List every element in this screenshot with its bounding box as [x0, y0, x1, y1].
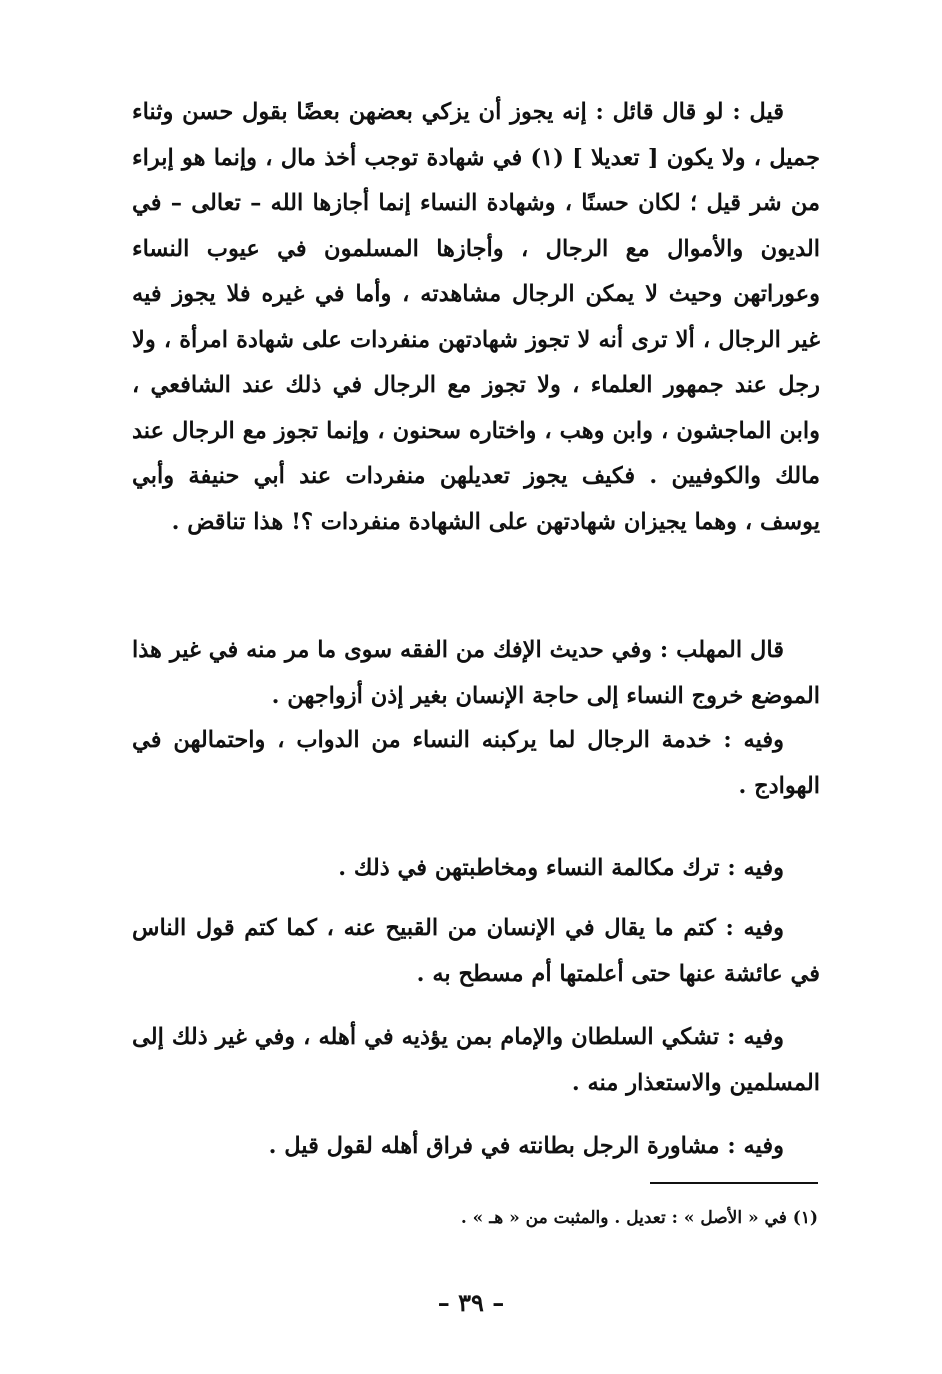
paragraph-7	[132, 1124, 820, 1170]
footnote: (١) في « الأصل » : تعديل . والمثبت من « هـ » .	[460, 1208, 818, 1228]
paragraph-1-text: قيل : لو قال قائل : إنه يجوز أن يزكي بعضهن بعضًا بقول حسن وثناء جميل ، ولا يكون [ تعديلا ] (١) في شهادة توجب أخذ مال ، وإنما هو إبراء من شر قيل ؛ لكان حسنًا ، وشهادة النساء إنما أجازها الله – تعالى – في الديون والأموال مع الرجال ، وأجازها المسلمون في عيوب النساء وعوراتهن وحيث لا يمكن الرجال مشاهدته ، وأما في غيره فلا يجوز فيه غير الرجال ، ألا ترى أنه لا تجوز شهادتهن منفردات على شهادة امرأة ، ولا رجل عند جمهور العلماء ، ولا تجوز مع الرجال في ذلك عند الشافعي ، وابن الماجشون ، وابن وهب ، واختاره سحنون ، وإنما تجوز مع الرجال عند مالك والكوفيين . فكيف يجوز تعديلهن منفردات عند أبي حنيفة وأبي يوسف ، وهما يجيزان شهادتهن على الشهادة منفردات ؟! هذا تناقض .	[132, 99, 820, 535]
paragraph-3	[132, 718, 820, 809]
paragraph-7-text: وفيه : مشاورة الرجل بطانته في فراق أهله لقول قيل .	[268, 1133, 784, 1159]
paragraph-2	[132, 628, 820, 719]
paragraph-5-text: وفيه : كتم ما يقال في الإنسان من القبيح عنه ، كما كتم قول الناس في عائشة عنها حتى أعلمتها أم مسطح به .	[132, 915, 820, 987]
paragraph-2-text: قال المهلب : وفي حديث الإفك من الفقه سوى ما مر منه في غير هذا الموضع خروج النساء إلى حاجة الإنسان بغير إذن أزواجهن .	[132, 637, 820, 709]
paragraph-5	[132, 906, 820, 997]
page-number: – ٣٩ –	[437, 1288, 505, 1317]
paragraph-4-text: وفيه : ترك مكالمة النساء ومخاطبتهن في ذلك .	[338, 855, 784, 881]
paragraph-6	[132, 1015, 820, 1106]
paragraph-3-text: وفيه : خدمة الرجال لما يركبنه النساء من الدواب ، واحتمالهن في الهوادج .	[132, 727, 820, 799]
paragraph-1	[132, 90, 820, 545]
footnote-divider	[650, 1182, 818, 1184]
paragraph-4	[132, 846, 820, 892]
paragraph-6-text: وفيه : تشكي السلطان والإمام بمن يؤذيه في أهله ، وفي غير ذلك إلى المسلمين والاستعذار منه .	[132, 1024, 820, 1096]
